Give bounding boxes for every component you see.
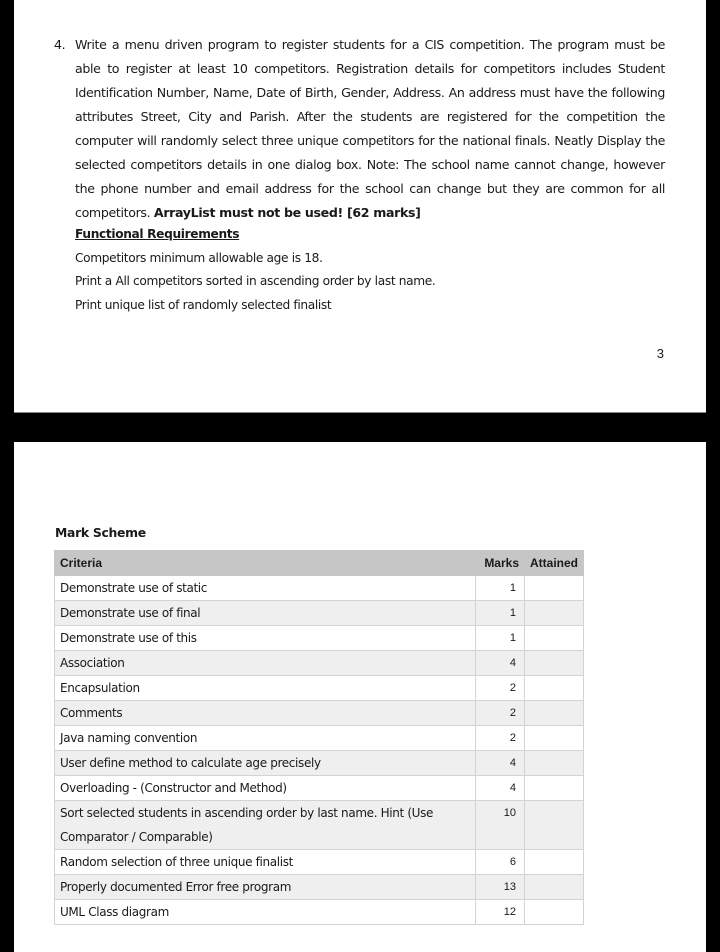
document-page-bottom (14, 442, 706, 952)
marks-cell: 1 (476, 626, 525, 651)
table-row (55, 676, 584, 701)
header-criteria: Criteria (55, 551, 476, 576)
marks-cell: 10 (476, 801, 525, 850)
criteria-cell: Demonstrate use of static (55, 576, 476, 601)
question-number: 4. (54, 37, 66, 52)
question-bold-note: ArrayList must not be used! [62 marks] (153, 205, 421, 220)
marks-cell: 12 (476, 900, 525, 925)
marks-cell: 4 (476, 751, 525, 776)
marks-cell: 2 (476, 676, 525, 701)
table-row (55, 776, 584, 801)
mark-scheme-title: Mark Scheme (55, 525, 146, 540)
criteria-cell: User define method to calculate age precisely (55, 751, 476, 776)
requirement-item: Print a All competitors sorted in ascending order by last name. (75, 274, 436, 288)
attained-cell (525, 900, 584, 925)
marks-cell: 1 (476, 576, 525, 601)
header-attained: Attained (525, 551, 584, 576)
header-marks: Marks (476, 551, 525, 576)
attained-cell (525, 776, 584, 801)
table-row (55, 601, 584, 626)
criteria-cell: Overloading - (Constructor and Method) (55, 776, 476, 801)
table-row (55, 900, 584, 925)
table-row (55, 751, 584, 776)
requirement-item: Competitors minimum allowable age is 18. (75, 250, 323, 265)
question-body (75, 33, 665, 225)
attained-cell (525, 801, 584, 850)
question-4 (54, 33, 665, 225)
criteria-cell: Demonstrate use of final (55, 601, 476, 626)
table-row (55, 651, 584, 676)
criteria-cell: Association (55, 651, 476, 676)
criteria-cell: Java naming convention (55, 726, 476, 751)
criteria-cell: Properly documented Error free program (55, 875, 476, 900)
document-page-top (14, 0, 706, 413)
criteria-cell: Comments (55, 701, 476, 726)
table-row (55, 875, 584, 900)
attained-cell (525, 875, 584, 900)
requirement-item: Print unique list of randomly selected finalist (75, 297, 332, 312)
table-header-row (55, 551, 584, 576)
marks-cell: 4 (476, 651, 525, 676)
attained-cell (525, 726, 584, 751)
marks-cell: 4 (476, 776, 525, 801)
table-row (55, 726, 584, 751)
attained-cell (525, 576, 584, 601)
functional-requirements-title: Functional Requirements (75, 227, 240, 241)
attained-cell (525, 701, 584, 726)
attained-cell (525, 651, 584, 676)
attained-cell (525, 626, 584, 651)
attained-cell (525, 850, 584, 875)
criteria-cell: Random selection of three unique finalist (55, 850, 476, 875)
table-row (55, 850, 584, 875)
criteria-cell: UML Class diagram (55, 900, 476, 925)
table-row (55, 701, 584, 726)
question-text: Write a menu driven program to register students for a CIS competition. The program must be able to register at least 10 competitors. Registration details for competitors includes Student Identification Number, Name, Date of Birth, Gender, Address. An address must have the following attributes Street, City and Parish. After the students are registered for the competition the computer will randomly select three unique competitors for the national finals. Neatly Display the selected competitors details in one dialog box. Note: The school name cannot change, however the phone number and email address for the school can change but they are common for all competitors. (75, 37, 665, 220)
table-row (55, 626, 584, 651)
marks-cell: 2 (476, 701, 525, 726)
criteria-cell: Sort selected students in ascending order by last name. Hint (Use Comparator / Comparable) (55, 801, 476, 850)
functional-requirements (75, 223, 435, 317)
criteria-cell: Demonstrate use of this (55, 626, 476, 651)
attained-cell (525, 751, 584, 776)
marks-cell: 6 (476, 850, 525, 875)
criteria-cell: Encapsulation (55, 676, 476, 701)
marks-cell: 13 (476, 875, 525, 900)
marks-cell: 1 (476, 601, 525, 626)
table-row (55, 801, 584, 850)
attained-cell (525, 676, 584, 701)
page-number: 3 (656, 346, 664, 361)
attained-cell (525, 601, 584, 626)
mark-scheme-table (54, 550, 584, 925)
marks-cell: 2 (476, 726, 525, 751)
table-row (55, 576, 584, 601)
